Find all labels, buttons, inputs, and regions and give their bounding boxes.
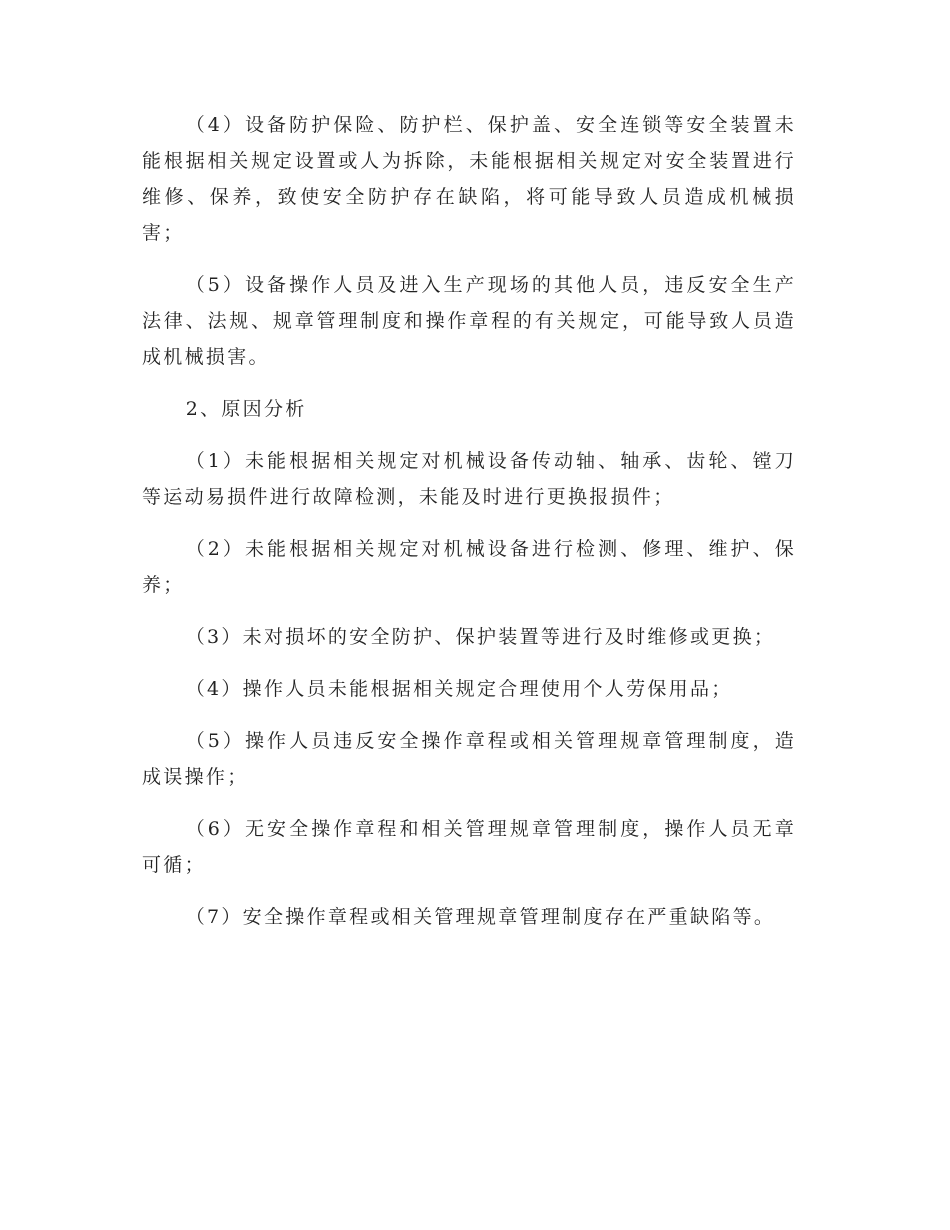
paragraph-guard-defect: （4）设备防护保险、防护栏、保护盖、安全连锁等安全装置未能根据相关规定设置或人为拆除，未能根据相关规定对安全装置进行维修、保养，致使安全防护存在缺陷，将可能导致人员造成机械损害；: [142, 114, 796, 244]
paragraph-cause-6: （6）无安全操作章程和相关管理规章管理制度，操作人员无章可循；: [142, 818, 796, 876]
paragraph-cause-5: （5）操作人员违反安全操作章程或相关管理规章管理制度，造成误操作；: [142, 730, 796, 788]
paragraph-cause-4: （4）操作人员未能根据相关规定合理使用个人劳保用品；: [185, 678, 733, 700]
paragraph-cause-1: （1）未能根据相关规定对机械设备传动轴、轴承、齿轮、镗刀等运动易损件进行故障检测，未能及时进行更换报损件；: [142, 450, 796, 508]
paragraph-violation: （5）设备操作人员及进入生产现场的其他人员，违反安全生产法律、法规、规章管理制度和操作章程的有关规定，可能导致人员造成机械损害。: [142, 274, 796, 368]
paragraph-cause-2: （2）未能根据相关规定对机械设备进行检测、修理、维护、保养；: [142, 538, 796, 596]
section-heading-cause-analysis: 2、原因分析: [185, 398, 307, 420]
paragraph-cause-3: （3）未对损坏的安全防护、保护装置等进行及时维修或更换；: [185, 626, 776, 648]
document-body: [142, 107, 796, 951]
paragraph-cause-7: （7）安全操作章程或相关管理规章管理制度存在严重缺陷等。: [185, 906, 776, 928]
